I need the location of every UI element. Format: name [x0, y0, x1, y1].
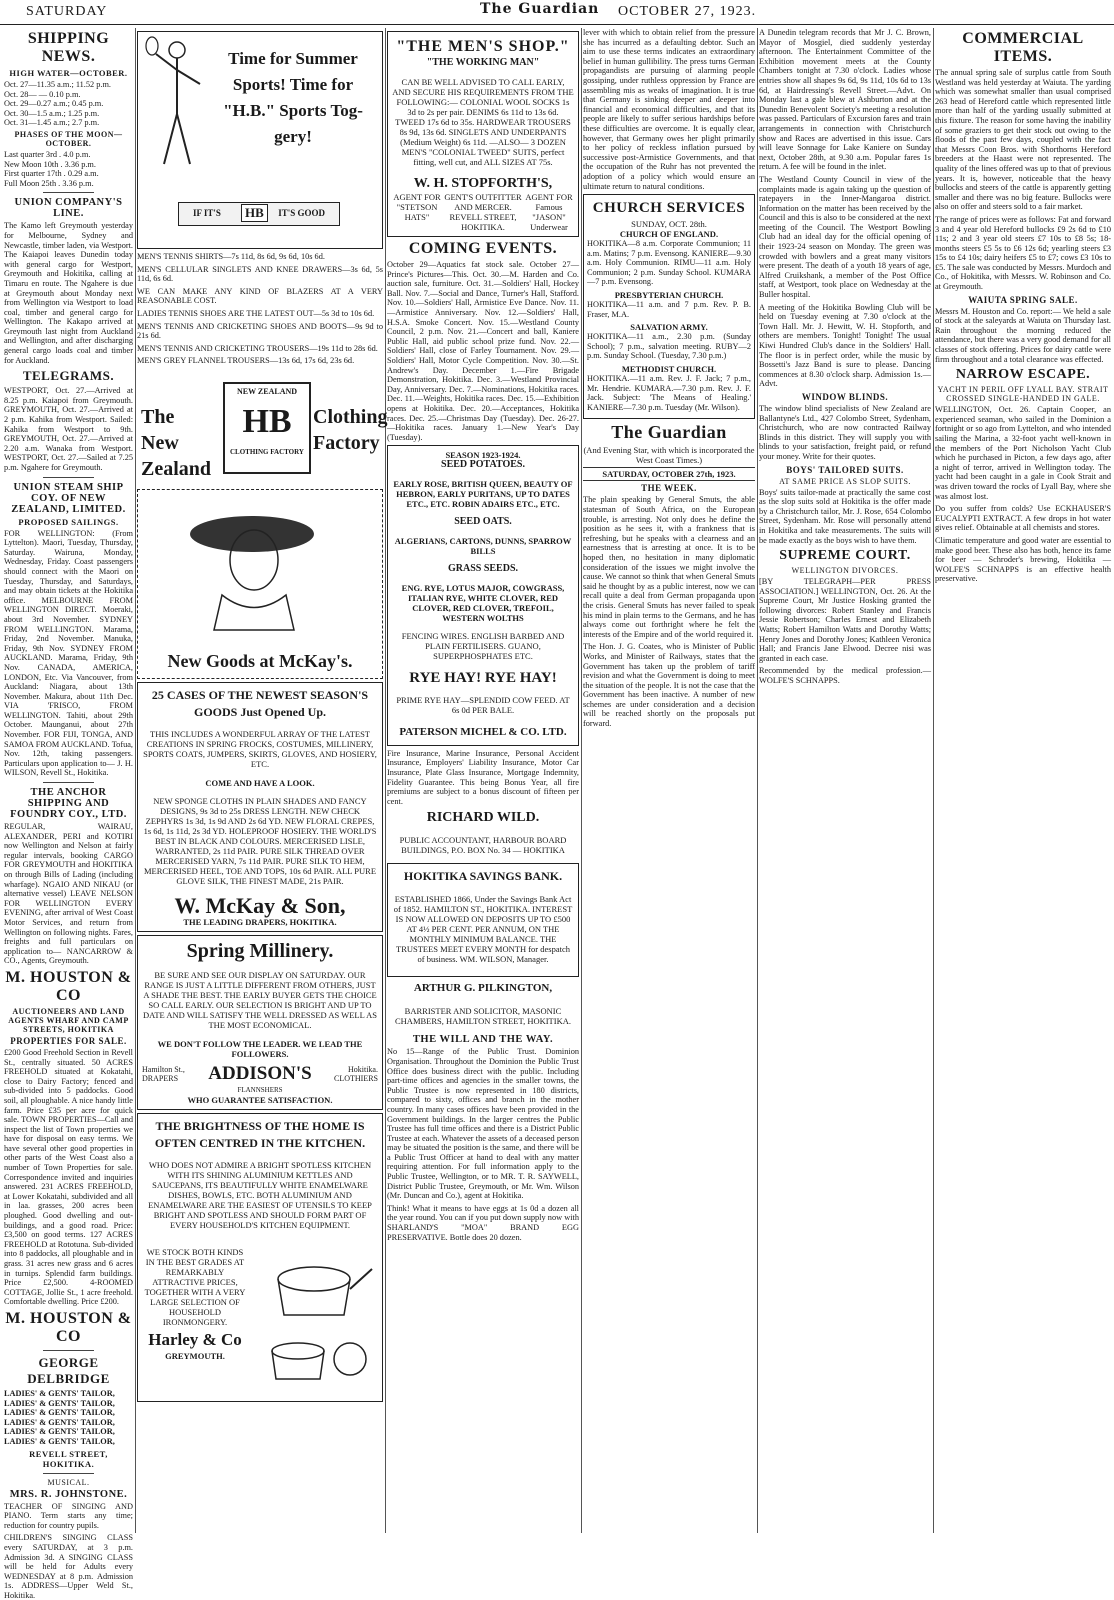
ad1-banner-right: IT'S GOOD [278, 208, 325, 218]
anchor-title: THE ANCHOR SHIPPING AND FOUNDRY COY., LTD. [10, 787, 127, 821]
seeds-grass-list: ENG. RYE, LOTUS MAJOR, COWGRASS, ITALIAN RYE, WHITE CLOVER, RED CLOVER, RED CLOVER, TREFOIL, WESTERN WOLTHS [401, 582, 565, 623]
stopforth-agent-right: AGENT FOR Famous "JASON" Underwear [525, 192, 573, 232]
divider [43, 1350, 95, 1351]
johnstone-title: MRS. R. JOHNSTONE. [9, 1488, 128, 1500]
anchor-text: REGULAR, WAIRAU, ALEXANDER, PERI and KOTIRI now Wellington and Nelson at fairly regular intervals, booking CARGO FOR GREYMOUTH and HOKITIKA on through Bills of Lading (including wharfage). NGAIO AND NIKAU (or alternative vessel) LEAVE NELSON FOR WELLINGTON EVERY EVENING, after arrival of West Coast Motor Services, and return from Wellington on following nights. Fares, freights and full particulars on application to— NANCARROW & CO., Agents, Greymouth. [4, 822, 133, 966]
ad1-item: MEN'S TENNIS AND CRICKETING TROUSERS—19s 11d to 28s 6d. [137, 343, 378, 353]
uss-text: FOR WELLINGTON: (From Lyttelton). Maori, Tuesday, Thursday, Saturday. Wairuna, Monday, Wednesday, Friday. Coast passengers should connect with the Maori on Tuesday, Thursday, and Saturdays, and may obtain tickets at the Hokitika office. MELBOURNE FROM WELLINGTON DIRECT. Moeraki, about 3rd November. SYDNEY FROM WELLINGTON. Marama, Friday, 2nd November. Manuka, Friday, 9th Nov. SYDNEY FROM AUCKLAND. Marama, Friday, 9th Nov. CANADA, AMERICA, LONDON, Etc. Via Vancouver, from Auckland: Niagara, about 13th November. Makura, about 11th Dec. VIA 'FRISCO, FROM WELLINGTON. Tahiti, about 29th October. Maunganui, about 27th November. FOR FIJI, TONGA, AND SAMOA FROM AUCKLAND. Tofua, Nov. 12th, taking passengers. Particulars upon application to— J. H. WILSON, Revell St., Hokitika. [4, 528, 133, 778]
church-services [583, 194, 755, 419]
kitchen-ad [137, 1113, 383, 1402]
coming-events-text: October 29—Aquatics fat stock sale. October 27—Prince's Pictures—This. Oct. 30.—M. Harden and Co. auction sale, furniture. Oct. 31.—Soldiers' Hall, Hockey Ball. Nov. 7.—Social and Dance, Turner's Hall, Stafford. Nov. 10.—Soldiers' Hall, Armistice Eve Dance. Nov. 11.—Armistice Anniversary. Nov. 12.—Soldiers' Hall, H.S.A. Smoke Concert. Nov. 15.—Westland County Council, 2 p.m. Nov. 21.—Concert and ball, Kaniere Public Hall, aid public school prize fund. Nov. 22.—Soldiers' Hall, close of Farley Tournament. Nov. 29.—Soldiers' Hall, Motor Cycle Competition. Nov. 30.—St. Andrew's Day. December 1.—Fire Brigade Demonstration, Hokitika. Dec. 3.—Westland Provincial Day, Anniversary. Dec. 7.—Nominations, Hokitika races. Dec. 11.—Weights, Hokitika races. Dec. 15.—Exhibition opens at Hokitika. Dec. 20.—Acceptances, Hokitika races. Dec. 25.—Christmas Day (Tuesday). Dec. 26-27.—Hokitika races. January 1.—New Year's Day (Tuesday). [387, 260, 579, 442]
mckay-illustration-box [137, 489, 383, 679]
column-rule [933, 28, 934, 1533]
johnstone-text: TEACHER OF SINGING AND PIANO. Term starts any time; reduction for country pupils. [4, 1501, 133, 1530]
woman-hat-illustration [182, 500, 332, 630]
moon-table [4, 150, 133, 188]
supreme-title: SUPREME COURT. [779, 548, 911, 564]
commercial-text: The annual spring sale of surplus cattle from South Westland was held yesterday at Waiuta. The yarding which was somewhat smaller than usual comprised 263 head of Hereford cattle which represented little more than half of the yarding usually submitted at this fixture. The reason for some having the inability of some graziers to get their stock out owing to the floods of the past few days, coupled with the fact that Messrs Coon Bros. with Shorthorns Hereford breeders at the Haast were not represented. The quality of the lines offered was up to that of previous years. It is, however, noticeable that the heavy bullocks and steers of the cattle is apparently getting smaller and there was no big feature. Bullocks were also on offer and steers sold to a fair market. [935, 68, 1111, 212]
boys-text: Boys' suits tailor-made at practically the same cost as the slop suits sold at Hokitika is the offer made by a Christchurch tailor, Mr. J. Rose, 654 Colombo Street, Sydenham. Mr. Rose will personally attend in Hokitika and take measurements. The suits will be made exactly as the boys wish to have them. [759, 487, 931, 545]
nz-clothing-factory-ad [137, 374, 388, 486]
spring-title: Spring Millinery. [186, 939, 334, 962]
moon-row: First quarter 17th . 0.29 a.m. [4, 169, 99, 179]
wild-name: RICHARD WILD. [426, 810, 540, 826]
mckay-come: COME AND HAVE A LOOK. [205, 777, 315, 788]
addison-guarantee: WHO GUARANTEE SATISFACTION. [187, 1094, 333, 1105]
column-5 [759, 28, 931, 1533]
boys-title: BOYS' TAILORED SUITS. [786, 464, 904, 475]
guardian-sub: (And Evening Star, with which is incorporated the West Coast Times.) [583, 445, 755, 466]
narrow-text: WELLINGTON, Oct. 26. Captain Cooper, an experienced seaman, who sailed in the Dominion a fortnight or so ago from Lyttelton, and who intended sailing the Marina, a 32-foot yacht well-known in the members of the Port Nicholson Yacht Club which he purchased in Picton, a few days ago, after a night of terror, arrived in Wellington today. The yacht had been caught in a gale in Cook Strait and was driven toward the rocks of Lyall Bay, where she was almost lost. [935, 405, 1111, 501]
column-rule [385, 28, 386, 1533]
nz-logo-bottom: CLOTHING FACTORY [230, 447, 304, 456]
seeds-oats-list: ALGERIANS, CARTONS, DUNNS, SPARROW BILLS [394, 535, 572, 556]
addison-sub: FLANNSHERS [237, 1085, 283, 1094]
church-salvation: SALVATION ARMY. [630, 322, 708, 333]
mckay-ad [137, 682, 383, 932]
rye-hay-text: PRIME RYE HAY—SPLENDID COW FEED. AT 6s 0d PER BALE. [396, 695, 570, 716]
rye-hay: RYE HAY! RYE HAY! [409, 669, 557, 686]
will-title: THE WILL AND THE WAY. [412, 1034, 554, 1046]
high-water-table [4, 80, 133, 128]
delbridge-line: LADIES' & GENTS' TAILOR, [4, 1417, 115, 1427]
boys-sub: AT SAME PRICE AS SLOP SUITS. [779, 476, 911, 486]
article-2: The Westland County Council in view of the complaints made is again taking up the question of ratepayers in the Inner-Mangaroa district. Information on the matter has been received by the Council and this is also to be considered at the next meeting of the Council. The Westport Bowling Club had an ideal day for the official opening of their 1923-24 season on Monday. The green was crowded with bowlers and a great many visitors were present. The death of a youth 18 years of age, Alfred Cruikshank, a member of the Post Office staff, at Westport, took place on Wednesday at the Buller hospital. [759, 174, 931, 300]
window-title: WINDOW BLINDS. [801, 391, 889, 402]
musical-label: MUSICAL. [47, 1477, 90, 1487]
mckay-name: W. McKay & Son, [174, 892, 346, 918]
column-rule [581, 28, 582, 1533]
moon-row: New Moon 10th . 3.36 p.m. [4, 159, 96, 169]
houston-title: M. HOUSTON & CO [5, 968, 132, 1004]
page-header [0, 0, 1114, 25]
stopforth-sub: GENT'S OUTFITTER AND MERCER. REVELL STREET, HOKITIKA. [444, 192, 522, 232]
column-2 [137, 28, 388, 1533]
guardian-date: SATURDAY, OCTOBER 27th, 1923. [583, 467, 755, 481]
delbridge-title: GEORGE DELBRIDGE [27, 1354, 110, 1386]
column-1 [4, 28, 133, 1600]
shipping-title: SHIPPING NEWS. [27, 30, 110, 65]
week-title: THE WEEK. [641, 483, 697, 494]
climatic-text: Climatic temperature and good water are essential to make good beer. These also has both, hence its fame for beer — Schroder's brewing, Hokitika — WOLFE'S SCHNAPPS is an effective health preservative. [935, 535, 1111, 584]
mckay-list: NEW SPONGE CLOTHS IN PLAIN SHADES AND FANCY DESIGNS, 9s 3d to 25s DRESS LENGTH. NEW CHECK ZEPHYRS 1s 3d, 1s 9d AND 2s 6d YD. NEW FLORAL CREPES, 1s 6d, 1s 11d, 2s 3d YD. HOLEPROOF HOSIERY. THE WORLD'S BEST IN BLACK AND COLOURS. MERCERISED LISLE, WARRANTED, 2s 11d PAIR. PURE SILK THREAD OVER MERCERISED YARN, 7s 11d PAIR. PURE SILK TO HEM, MERCERISED HEEL, TOE AND TOPS, 10s 6d PAIR. ALL PURE GLOVE SILK, THE FINEST MADE, 21s PAIR. [143, 796, 377, 887]
coming-events-title: COMING EVENTS. [408, 240, 558, 257]
high-water-row: Oct. 28— — 0.10 p.m. [4, 89, 81, 99]
seeds-season: SEASON 1923-1924. [445, 450, 521, 461]
pilkington-sub: BARRISTER AND SOLICITOR, MASONIC CHAMBERS, HAMILTON STREET, HOKITIKA. [395, 1005, 571, 1026]
will-text: No 15—Range of the Public Trust. Dominion Organisation. Throughout the Dominion the Public Trust Office does business direct with the public. Including part-time offices and agencies in the smaller towns, the Public Trustee is now represented in 180 districts, compared to sixty, offices and branch in the mother country. In many cases offices have been provided in the Government buildings. In the larger centres the Public Trustee has full time offices and there is a District Public Trustee at each. Whatever the assets of a deceased person may be situated the position is the same, and there will be a Public Trust Officer at hand to deal with any matter requiring attention. For full information apply to the Public Trustee, Wellington, or to MR. T. R. SAYWELL, District Public Trustee, Greymouth, or Mr. Wm. Wilson (Mr. Duncan and Co.), agent at Hokitika. [387, 1047, 579, 1201]
delbridge-line: LADIES' & GENTS' TAILOR, [4, 1436, 115, 1446]
article-1: lever with which to obtain relief from the pressure she has incurred as a defaulting debtor. Such an aim to use these terms indicates an extraordinary belief in human gullibility. The press turns German propagandists are pursuing of alarming people gossiping, under ruthless oppression by France are assembling mis as weaks of imagination. It is true that Germany is sinking deeper and deeper into financial and economical difficulties, and that its people are likely to suffer serious hardships before these difficulties are overcome. It is equally clear, however, that Germany owes her plight primarily to her policy of reckless inflation pursued by successive post-Armistice Governments, and that the occupation of the Ruhr has not prevented the adoption of a policy which would ensure an ultimate return to natural conditions. [583, 28, 755, 191]
properties-text: £200 Good Freehold Section in Revell St., centrally situated. 50 ACRES FREEHOLD situated at Kokatahi, close to Dairy Factory; fenced and sub-divided into 5 paddocks. Good soil, all ploughable. A nice handy little farm. Price £35 per acre for quick sale. TOWN PROPERTIES—Call and inspect the list of Town properties we have for disposal on easy terms. We have several other good properties in other parts of the West Coast also a number of Town Properties for sale. Correspondence invited and inquiries answered. 231 ACRES FREEHOLD, at Lower Kokatahi, subdivided and all in laa. grasses, 200 acres been ploughed. Good dwelling and out-buildings, and a good road. Price: £3,500 on good terms. 127 ACRES FREEHOLD at Rototuna. Sub-divided into 8 paddocks, all ploughable and in grass. 31 acres new grass and 6 acres in turnips. Splendid farm buildings. Price £2,500. 4-ROOMED COTTAGE, Jollie St., 1 acre freehold. Comfortable dwelling. Price £200. [4, 1047, 133, 1307]
kitchenware-illustration [254, 1239, 376, 1389]
article-2: The Hon. J. G. Coates, who is Minister of Public Works, and Minister of Railways, states that the Government has taken up the problem of tariff revision and what the Government is doing to meet the situation of the people. It is not the case that the Government has been inactive. A number of new schemes are under consideration and a decision will be reached shortly on the proposals put forward. [583, 642, 755, 729]
week-text: The plain speaking by General Smuts, the able statesman of South Africa, on the European trouble, is arresting. Not only does he define the position as he sees it, with a frankness that is refreshing, but he speaks with a clearness and an earnestness that is arresting at once. It is to be hoped then, no hesitation in many diplomatic consideration of the issues we might involve the cause. We cannot so think that when General Smuts said he thought by as a public interest, now we can recall quite a deal from German propaganda upon the crisis. General Smuts has never failed to speak his mind in plain terms to the Germans, and he has always come out forthright where he felt the interests of the Empire and of the world required it. [583, 495, 755, 639]
window-text: The window blind specialists of New Zealand are Ballantyne's Ltd., 427 Colombo Street, Sydenham, Christchurch, who are now contracted Railway Blinds in this district. They will supply you with blinds to your satisfaction, freight paid, or refund your money. Write for their quotes. [759, 403, 931, 461]
houston-sub: AUCTIONEERS AND LAND AGENTS WHARF AND CAMP STREETS, HOKITIKA [8, 1006, 129, 1034]
church-date: SUNDAY, OCT. 28th. [631, 219, 707, 230]
paterson-name: PATERSON MICHEL & CO. LTD. [399, 725, 567, 738]
narrow-sub: YACHT IN PERIL OFF LYALL BAY. STRAIT CROSSED SINGLE-HANDED IN GALE. [937, 385, 1109, 404]
column-4 [583, 28, 755, 1533]
church-methodist: METHODIST CHURCH. [621, 364, 717, 375]
stopforth-name: W. H. STOPFORTH'S, [413, 176, 553, 191]
delbridge-line: LADIES' & GENTS' TAILOR, [4, 1408, 115, 1418]
harley-block [142, 1239, 378, 1397]
moon-row: Last quarter 3rd . 4.0 p.m. [4, 149, 91, 159]
moon-row: Full Moon 25th . 3.36 p.m. [4, 178, 94, 188]
column-rule [757, 28, 758, 1533]
church-england-text: HOKITIKA—8 a.m. Corporate Communion; 11 a.m. Matins; 7 p.m. Evensong. KANIERE—9.30 a.m. Holy Communion. RIMU—11 a.m. Holy Communion; 2 p.m. Sunday School. KUMARA—7 p.m. Evensong. [587, 239, 751, 287]
masthead: The Guardian [480, 1, 600, 17]
ad1-item: MEN'S CELLULAR SINGLETS AND KNEE DRAWERS—3s 6d, 5s 11d, 6s 6d. [137, 264, 383, 284]
delbridge-addr: REVELL STREET, HOKITIKA. [29, 1448, 108, 1469]
bank-title: HOKITIKA SAVINGS BANK. [403, 869, 563, 884]
harley-name: Harley & Co [148, 1329, 242, 1349]
delbridge-list [4, 1389, 133, 1447]
high-water-row: Oct. 29—0.27 a.m.; 0.45 p.m. [4, 99, 104, 109]
mens-shop-sub: "THE WORKING MAN" [426, 57, 540, 68]
supreme-text: [BY TELEGRAPH—PER PRESS ASSOCIATION.] WELLINGTON, Oct. 26. At the Supreme Court, Mr Justice Hosking granted the following divorces: Robert Stanley and Francis Jessie Robertson; Charles Ernest and Elizabeth Watts; Robert Hamilton Watts and Dorothy Watts; Henry Jones and Dorothy Jones; Kathleen Veronica Hall; and Francis Jane Elwood. Decree nisi was granted in each case. [759, 577, 931, 663]
stopforth-row [392, 192, 574, 232]
header-day: SATURDAY [26, 4, 108, 19]
ad1-item: MEN'S TENNIS AND CRICKETING SHOES AND BOOTS—9s 9d to 21s 6d. [137, 321, 383, 341]
high-water-title: HIGH WATER—OCTOBER. [9, 68, 128, 78]
supreme-sub: WELLINGTON DIVORCES. [791, 566, 899, 576]
delbridge-line: LADIES' & GENTS' TAILOR, [4, 1388, 115, 1398]
seeds-ad [387, 445, 579, 746]
delbridge-line: LADIES' & GENTS' TAILOR, [4, 1427, 115, 1437]
divider [43, 192, 95, 193]
mens-shop-ad [387, 31, 579, 237]
seeds-grass-title: GRASS SEEDS. [447, 563, 519, 575]
wolfe-text: Recommended by the medical profession.—WOLFE'S SCHNAPPS. [759, 666, 931, 686]
union-text: The Kamo left Greymouth yesterday for Melbourne, Sydney and Newcastle, timber laden, via Westport. The Kaiapoi leaves Dunedin today with general cargo for Westport, Greymouth and Hokitika, calling at Timaru en route. The Ngahere is due at Greymouth about Monday next from Wellington via Westport to load coal, timber and general cargo for Wellington. The Kakapo arrived at Greymouth last night from Auckland and Wellington, and after discharging general cargo loads coal and timber for Auckland. [4, 221, 133, 365]
moon-title: PHASES OF THE MOON—OCTOBER. [14, 129, 123, 148]
uss-title: UNION STEAM SHIP COY. OF NEW ZEALAND, LIMITED. [11, 481, 126, 515]
mckay-goods: New Goods at McKay's. [167, 650, 353, 671]
ad1-item: LADIES TENNIS SHOES ARE THE LATEST OUT—5s 3d to 10s 6d. [137, 308, 375, 318]
waiuta-title: WAIUTA SPRING SALE. [968, 294, 1078, 305]
column-3 [387, 28, 579, 1533]
harley-town: GREYMOUTH. [165, 1350, 225, 1361]
spring-follow: WE DON'T FOLLOW THE LEADER. WE LEAD THE FOLLOWERS. [157, 1038, 363, 1059]
high-water-row: Oct. 27—11.35 a.m.; 11.52 p.m. [4, 80, 112, 89]
ad1-banner-left: IF IT'S [193, 208, 221, 218]
savings-bank-ad [387, 863, 579, 977]
divider [43, 782, 95, 783]
addison-row [142, 1063, 378, 1085]
church-salvation-text: HOKITIKA—11 a.m., 2.30 p.m. (Sunday School); 7 p.m., salvation meeting. RUBY—2 p.m. Sunday School. (Tuesday, 7.30 p.m.) [587, 332, 751, 361]
kitchen-text: WHO DOES NOT ADMIRE A BRIGHT SPOTLESS KITCHEN WITH ITS SHINING ALUMINIUM KETTLES AND SAUCEPANS, ITS BEAUTIFULLY WHITE ENAMELWARE DISHES, BOWLS, ETC. BOTH ALUMINIUM AND ENAMELWARE ARE THE EASIEST OF UTENSILS TO KEEP BRIGHT AND SPOTLESS AND SHOULD FORM PART OF EVERY HOUSEHOLD'S KITCHEN EQUIPMENT. [148, 1160, 372, 1231]
kitchen-title: THE BRIGHTNESS OF THE HOME IS OFTEN CENTRED IN THE KITCHEN. [154, 1118, 366, 1150]
schnapps-text: Do you suffer from colds? Use ECKHAUSER'S EUCALYPTI EXTRACT. A few drops in hot water gives relief. Obtainable at all chemists and stores. [935, 504, 1111, 533]
column-6 [935, 28, 1111, 1533]
seeds-oats-title: SEED OATS. [454, 516, 512, 528]
ad1-line3: "H.B." Sports Tog- [223, 101, 363, 120]
think-text: Think! What it means to have eggs at 1s 0d a dozen all the year round. You can if you put down supply now with SHARLAND'S "MOA" BRAND EGG PRESERVATIVE. Bottle does 20 dozen. [387, 1203, 579, 1242]
church-england: CHURCH OF ENGLAND. [619, 229, 719, 240]
addison-left: Hamilton St., DRAPERS [142, 1064, 185, 1083]
seeds-fence: FENCING WIRES. ENGLISH BARBED AND PLAIN FERTILISERS. GUANO, SUPERPHOSPHATES ETC. [401, 631, 565, 662]
seeds-list: EARLY ROSE, BRITISH QUEEN, BEAUTY OF HEBRON, EARLY PURITANS, UP TO DATES ETC., ETC. ROBIN ADAIRS ETC., ETC. [393, 478, 573, 509]
ad1-banner [178, 202, 340, 226]
mckay-sub: THE LEADING DRAPERS, HOKITIKA. [183, 916, 337, 927]
mckay-text: THIS INCLUDES A WONDERFUL ARRAY OF THE LATEST CREATIONS IN SPRING FROCKS, COSTUMES, MILLINERY, SPORTS COATS, JUMPERS, SKIRTS, GLOVES, AND HOSIERY, ETC. [143, 729, 377, 770]
houston-footer: M. HOUSTON & CO [5, 1309, 132, 1345]
nz-logo-top: NEW ZEALAND [236, 386, 298, 396]
ad1-line1: Time for Summer [228, 49, 358, 68]
header-date: OCTOBER 27, 1923. [618, 4, 757, 19]
church-presbyterian: PRESBYTERIAN CHURCH. [614, 290, 724, 301]
waiuta-text: Messrs M. Houston and Co. report:— We held a sale of stock at the saleyards at Waiuta on Thursday last. Rain throughout the morning reduced the attendance, but there was a very good demand for all classes of stock offering. Prices for dairy cattle were firm throughout and a total clearance was effected. [935, 306, 1111, 364]
church-presbyterian-text: HOKITIKA—11 a.m. and 7 p.m. Rev. P. B. Fraser, M.A. [587, 300, 751, 319]
insurance-text: Fire Insurance, Marine Insurance, Personal Accident Insurance, Employers' Liability Insurance, Motor Car Insurance, Plate Glass Insurance, Mortgage Indemnity, Fidelity Guarantee. This being Bonus Year, all fire premiums are subject to a bonus discount of fifteen per cent. [387, 748, 579, 806]
commercial-title: COMMERCIAL ITEMS. [962, 30, 1084, 65]
union-title: UNION COMPANY'S LINE. [14, 197, 123, 220]
article-1: A Dunedin telegram records that Mr J. C. Brown, Mayor of Mosgiel, died suddenly yesterday afternoon. The Entertainment Committee of the Exhibition movement meets at the County Chambers tonight at 7.30 o'clock. Ladies whose entries show all shapes 9s 6d, 9s 11d, 10s 6d to 13s 6d, at Hairdressing's Revell Street.—Advt. On Monday last a gale blew at Ashburton and at the Dunedin Benevolent Society's meeting a resolution was passed. Particulars of Excursion fares and train arrangements in connection with Christchurch show and Races are advertised in this issue. Cars will leave Sonnage for Lake Kaniere on Sunday next, October 28th, at 9.30 a.m. Popular fares 1s return. A fee will be found in the inlet. [759, 28, 931, 172]
high-water-row: Oct. 30—1.5 a.m.; 1.25 p.m. [4, 108, 100, 118]
seeds-title: SEED POTATOES. [441, 459, 525, 471]
ad1-item: WE CAN MAKE ANY KIND OF BLAZERS AT A VERY REASONABLE COST. [137, 286, 383, 306]
telegrams-title: TELEGRAMS. [22, 368, 115, 384]
church-methodist-text: HOKITIKA.—11 a.m. Rev. J. F. Jack; 7 p.m., Mr. Hendrie. KUMARA.—7.30 p.m. Rev. J. F. Jack. Subject: 'The Means of Healing.' KANIERE—7.30 p.m. Tuesday (Mr. Wilson). [587, 374, 751, 412]
bank-text: ESTABLISHED 1866, Under the Savings Bank Act of 1852. HAMILTON ST., HOKITIKA. INTEREST IS NOW ALLOWED ON DEPOSITS UP TO £500 AT 4½ PER CENT. PER ANNUM, ON THE MONTHLY MINIMUM BALANCE. THE TRUSTEES MEET EVERY MONTH for despatch of business. WM. WILSON, Manager. [393, 893, 573, 964]
divider [43, 477, 95, 478]
church-title: CHURCH SERVICES [592, 200, 746, 217]
nz-left-text: The New Zealand [141, 405, 212, 480]
high-water-row: Oct. 31—1.45 a.m.; 2.7 p.m. [4, 118, 100, 128]
nz-logo-mark: HB [242, 402, 292, 440]
mckay-cases: 25 CASES OF THE NEWEST SEASON'S GOODS Just Opened Up. [151, 687, 369, 719]
ad1-line4: gery! [274, 127, 312, 146]
ad1-item: MEN'S GREY FLANNEL TROUSERS—13s 6d, 17s 6d, 23s 6d. [137, 356, 355, 366]
spring-text: BE SURE AND SEE OUR DISPLAY ON SATURDAY. OUR RANGE IS JUST A LITTLE DIFFERENT FROM OTHERS, JUST A SHADE THE BEST. THE EARLY BUYER GETS THE CHOICE SO CALL EARLY. OUR SELECTION IS BRIGHT AND UP TO DATE AND WILL SATISFY THE WELL DRESSED AS WELL AS THE MOST ECONOMICAL. [143, 970, 377, 1031]
commercial-text-2: The range of prices were as follows: Fat and forward 3 and 4 year old Hereford bullocks £9 2s 6d to £10 11s; 2 and 3 year old steers £7 10s to £8 5s; 18-months steers £5 5s to £6 12s 6d; yearling steers £3 15s to £4 10s; dairy heifers £5 to £7; cows £3 10s to £5. The sale was conducted by Messrs. Murdoch and Co., of Hokitika, with Messrs. W. Robinson and Co. at Greymouth. [935, 214, 1111, 292]
nz-logo [223, 382, 311, 474]
ad1-items [137, 252, 383, 366]
hb-sports-ad [137, 31, 383, 249]
narrow-title: NARROW ESCAPE. [955, 367, 1091, 383]
guardian-title: The Guardian [611, 422, 727, 443]
wild-sub: PUBLIC ACCOUNTANT, HARBOUR BOARD BUILDINGS, P.O. BOX No. 34 — HOKITIKA [399, 834, 567, 855]
telegrams-text: WESTPORT, Oct. 27.—Arrived at 8.25 p.m. Kaiapoi from Greymouth. GREYMOUTH, Oct. 27.—Arrived at 2 p.m. Kahika from Westport. Sailed: Kahika from Westport to 9th. GREYMOUTH, Oct. 27.—Arrived at 2.20 a.m. Wanaka from Westport. WESTPORT, Oct. 27.—Sailed at 7.25 p.m. Ngahere for Greymouth. [4, 386, 133, 472]
pilkington-name: ARTHUR G. PILKINGTON, [413, 982, 553, 995]
properties-title: PROPERTIES FOR SALE. [10, 1035, 127, 1046]
column-rule [135, 28, 136, 1533]
ad1-item: MEN'S TENNIS SHIRTS—7s 11d, 8s 6d, 9s 6d, 10s 6d. [137, 252, 325, 261]
delbridge-line: LADIES' & GENTS' TAILOR, [4, 1398, 115, 1408]
addison-right: Hokitika. CLOTHIERS [333, 1064, 378, 1083]
divider [43, 1473, 95, 1474]
spring-millinery-ad [137, 935, 383, 1110]
mens-shop-title: "THE MEN'S SHOP." [396, 38, 570, 55]
mens-shop-text: CAN BE WELL ADVISED TO CALL EARLY, AND SECURE HIS REQUIREMENTS FROM THE FOLLOWING:— COLONIAL WOOL SOCKS 1s 3d to 2s per pair. DENIMS 6s 11d to 13s 6d. TWEED 17s 6d to 35s. HARDWEAR TROUSERS 8s 9d, 13s 6d. SINGLETS AND UNDERPANTS (Medium Weight) 6s 11d. —ALSO— 3 DOZEN MEN'S "COLONIAL TWEED" SUITS, perfect fitting, well cut, and ALL SIZES AT 75s. [392, 76, 574, 167]
uss-sub: PROPOSED SAILINGS. [18, 516, 119, 527]
ad1-line2: Sports! Time for [232, 75, 354, 94]
article-3: A meeting of the Hokitika Bowling Club will be held on Tuesday evening at 7.30 o'clock at the Town Hall. Mr. J. Hewitt, W. H. Stopforth, and others are members. Tonight! Tonight! The usual Kiwi Hundred Club's dance in the Soldiers' Hall. The floor is in perfect order, while the music by Bossetti's Jazz Band is sure to please. Dancing commences at 8.30 o'clock sharp. Admission 1s.—Advt. [759, 302, 931, 389]
stopforth-agent-left: AGENT FOR "STETSON HATS" [393, 192, 441, 222]
harley-text: WE STOCK BOTH KINDS IN THE BEST GRADES AT REMARKABLY ATTRACTIVE PRICES, TOGETHER WITH A VERY LARGE SELECTION OF HOUSEHOLD IRONMONGERY. [144, 1247, 246, 1328]
nz-right-text: Clothing Factory [313, 405, 388, 454]
hb-mini-logo: HB [241, 204, 268, 222]
addison-name: ADDISON'S [208, 1062, 312, 1084]
singing-class-text: CHILDREN'S SINGING CLASS every SATURDAY, at 3 p.m. Admission 3d. A SINGING CLASS will be held for Adults every WEDNESDAY at 8 p.m. Admission 1s. ADDRESS—Upper Weld St., Hokitika. [4, 1533, 133, 1600]
tennis-player-illustration [142, 34, 212, 184]
